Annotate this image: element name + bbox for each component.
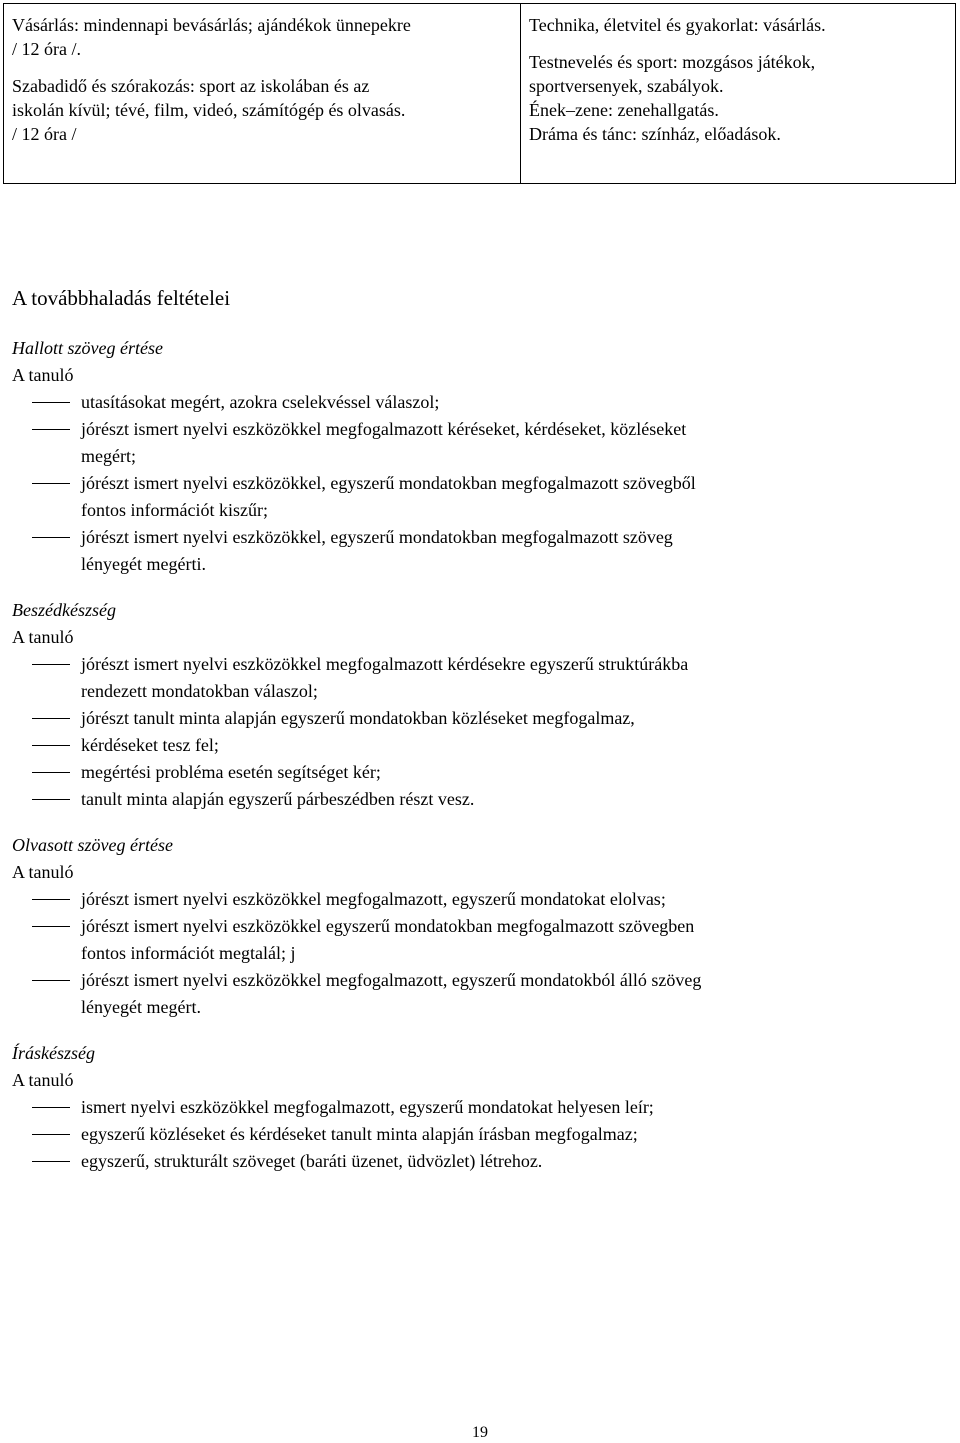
requirements-content [12,284,912,1194]
cell-text-line: Szabadidő és szórakozás: sport az iskolában és az [12,76,370,96]
requirement-section [12,335,912,578]
sections-container [12,335,912,1175]
list-item-text: jórészt tanult minta alapján egyszerű mondatokban közléseket megfogalmaz, [81,708,635,728]
list-item [12,1094,912,1121]
section-title: Beszédkészség [12,600,116,620]
dash-bullet-icon [32,429,70,430]
list-item-text: jórészt ismert nyelvi eszközökkel, egyszerű mondatokban megfogalmazott szöveg [81,527,673,547]
list-item-text: fontos információt kiszűr; [81,500,268,520]
list-item-text: ismert nyelvi eszközökkel megfogalmazott, egyszerű mondatokat helyesen leír; [81,1097,654,1117]
dash-bullet-icon [32,980,70,981]
section-subtitle: A tanuló [12,627,74,647]
dash-bullet-icon [32,1134,70,1135]
dash-bullet-icon [32,926,70,927]
list-item [12,651,912,705]
list-item [12,524,912,578]
list-item [12,416,912,470]
cell-text-line: Testnevelés és sport: mozgásos játékok, [529,52,816,72]
main-heading: A továbbhaladás feltételei [12,286,231,310]
requirement-section [12,597,912,813]
topic-table [3,3,956,184]
topic-cell-right [521,4,956,184]
list-item-text: lényegét megért. [81,997,201,1017]
cell-paragraph [12,13,512,61]
dash-bullet-icon [32,1107,70,1108]
cell-text-line: iskolán kívül; tévé, film, videó, számítógép és olvasás. [12,100,406,120]
requirement-list [12,886,912,1021]
dash-bullet-icon [32,402,70,403]
topic-table-row [4,4,956,184]
topic-cell-left [4,4,521,184]
list-item [12,913,912,967]
dash-bullet-icon [32,772,70,773]
dash-bullet-icon [32,483,70,484]
section-subtitle: A tanuló [12,862,74,882]
list-item-text: jórészt ismert nyelvi eszközökkel, egyszerű mondatokban megfogalmazott szövegből [81,473,696,493]
dash-bullet-icon [32,718,70,719]
cell-text-line: Dráma és tánc: színház, előadások. [529,124,781,144]
list-item-text: jórészt ismert nyelvi eszközökkel megfogalmazott kéréseket, kérdéseket, közléseket [81,419,687,439]
section-subtitle: A tanuló [12,365,74,385]
list-item [12,470,912,524]
requirement-list [12,651,912,813]
list-item-text: kérdéseket tesz fel; [81,735,219,755]
list-item-text: megértési probléma esetén segítséget kér; [81,762,381,782]
list-item [12,732,912,759]
list-item [12,389,912,416]
dash-bullet-icon [32,537,70,538]
section-title: Olvasott szöveg értése [12,835,173,855]
list-item-text: fontos információt megtalál; j [81,943,296,963]
cell-text-line: / 12 óra /. [12,39,81,59]
dash-bullet-icon [32,745,70,746]
cell-text-line: Vásárlás: mindennapi bevásárlás; ajándékok ünnepekre [12,15,411,35]
list-item-text: jórészt ismert nyelvi eszközökkel megfogalmazott, egyszerű mondatokból álló szöveg [81,970,702,990]
list-item-text: egyszerű, strukturált szöveget (baráti üzenet, üdvözlet) létrehoz. [81,1151,543,1171]
cell-text-line: Technika, életvitel és gyakorlat: vásárlás. [529,15,826,35]
list-item-text: jórészt ismert nyelvi eszközökkel megfogalmazott, egyszerű mondatokat elolvas; [81,889,666,909]
requirement-section [12,1040,912,1175]
list-item [12,786,912,813]
requirement-section [12,832,912,1021]
cell-paragraph [12,74,512,146]
list-item-text: jórészt ismert nyelvi eszközökkel egyszerű mondatokban megfogalmazott szövegben [81,916,695,936]
section-title: Íráskészség [12,1043,95,1063]
list-item [12,1121,912,1148]
list-item-text: egyszerű közléseket és kérdéseket tanult minta alapján írásban megfogalmaz; [81,1124,638,1144]
list-item-text: megért; [81,446,136,466]
list-item [12,759,912,786]
list-item-text: jórészt ismert nyelvi eszközökkel megfogalmazott kérdésekre egyszerű struktúrákba [81,654,689,674]
cell-text-line: sportversenyek, szabályok. [529,76,724,96]
cell-text-line: Ének–zene: zenehallgatás. [529,100,719,120]
list-item-text: lényegét megérti. [81,554,206,574]
page-number: 19 [472,1424,488,1441]
dash-bullet-icon [32,799,70,800]
list-item [12,1148,912,1175]
dash-bullet-icon [32,1161,70,1162]
cell-text-line: / 12 óra / [12,124,77,144]
list-item [12,967,912,1021]
list-item [12,886,912,913]
section-subtitle: A tanuló [12,1070,74,1090]
requirement-list [12,1094,912,1175]
section-title: Hallott szöveg értése [12,338,163,358]
cell-paragraph [529,13,947,37]
dash-bullet-icon [32,664,70,665]
list-item-text: rendezett mondatokban válaszol; [81,681,318,701]
requirement-list [12,389,912,578]
dash-bullet-icon [32,899,70,900]
list-item [12,705,912,732]
list-item-text: tanult minta alapján egyszerű párbeszédben részt vesz. [81,789,475,809]
list-item-text: utasításokat megért, azokra cselekvéssel válaszol; [81,392,440,412]
cell-paragraph [529,50,947,146]
